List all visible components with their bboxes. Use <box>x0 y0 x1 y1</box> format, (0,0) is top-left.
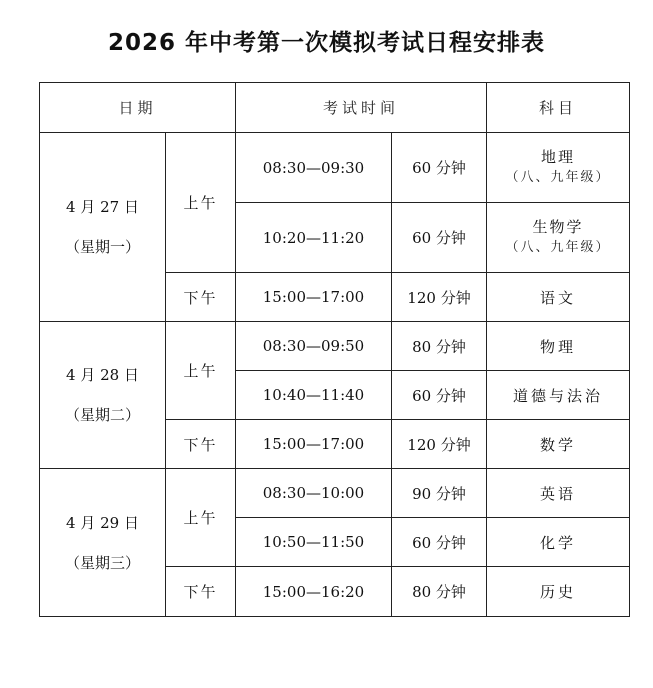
date-cell <box>40 469 166 617</box>
exam-time: 10:20—11:20 <box>236 203 392 273</box>
exam-duration: 60 分钟 <box>392 371 487 420</box>
exam-time: 08:30—10:00 <box>236 469 392 518</box>
exam-time: 15:00—17:00 <box>236 273 392 322</box>
header-time: 考试时间 <box>236 83 487 133</box>
table-row <box>40 322 630 371</box>
subject-name: 英语 <box>487 469 630 518</box>
exam-duration: 60 分钟 <box>392 133 487 203</box>
header-row <box>40 83 630 133</box>
subject-cell <box>487 133 630 203</box>
header-date: 日期 <box>40 83 236 133</box>
exam-duration: 120 分钟 <box>392 420 487 469</box>
subject-name: 道德与法治 <box>487 371 630 420</box>
weekday-label: （星期一） <box>64 238 140 256</box>
weekday-label: （星期二） <box>64 406 140 424</box>
pm-label: 下午 <box>166 567 236 617</box>
header-subject: 科目 <box>487 83 630 133</box>
exam-time: 10:50—11:50 <box>236 518 392 567</box>
am-label: 上午 <box>166 133 236 273</box>
date-label: 4 月 27 日 <box>66 198 139 216</box>
subject-name: 数学 <box>487 420 630 469</box>
date-cell <box>40 322 166 469</box>
weekday-label: （星期三） <box>64 553 140 572</box>
exam-duration: 80 分钟 <box>392 567 487 617</box>
schedule-table <box>39 82 630 617</box>
exam-time: 15:00—17:00 <box>236 420 392 469</box>
table-row <box>40 133 630 203</box>
exam-time: 15:00—16:20 <box>236 567 392 617</box>
table-row <box>40 469 630 518</box>
am-label: 上午 <box>166 469 236 567</box>
subject-name: 地理 <box>540 147 575 166</box>
am-label: 上午 <box>166 322 236 420</box>
subject-name: 语文 <box>487 273 630 322</box>
date-cell <box>40 133 166 322</box>
exam-duration: 90 分钟 <box>392 469 487 518</box>
date-label: 4 月 29 日 <box>66 513 139 532</box>
pm-label: 下午 <box>166 420 236 469</box>
exam-time: 10:40—11:40 <box>236 371 392 420</box>
page-title: 2026 年中考第一次模拟考试日程安排表 <box>107 30 546 56</box>
grade-note: （八、九年级） <box>505 239 611 255</box>
subject-name: 历史 <box>487 567 630 617</box>
date-label: 4 月 28 日 <box>66 366 139 384</box>
grade-note: （八、九年级） <box>505 169 611 185</box>
exam-time: 08:30—09:50 <box>236 322 392 371</box>
pm-label: 下午 <box>166 273 236 322</box>
subject-cell <box>487 203 630 273</box>
exam-duration: 80 分钟 <box>392 322 487 371</box>
exam-time: 08:30—09:30 <box>236 133 392 203</box>
subject-name: 物理 <box>487 322 630 371</box>
exam-duration: 120 分钟 <box>392 273 487 322</box>
subject-name: 化学 <box>487 518 630 567</box>
exam-duration: 60 分钟 <box>392 518 487 567</box>
exam-duration: 60 分钟 <box>392 203 487 273</box>
subject-name: 生物学 <box>532 217 584 236</box>
